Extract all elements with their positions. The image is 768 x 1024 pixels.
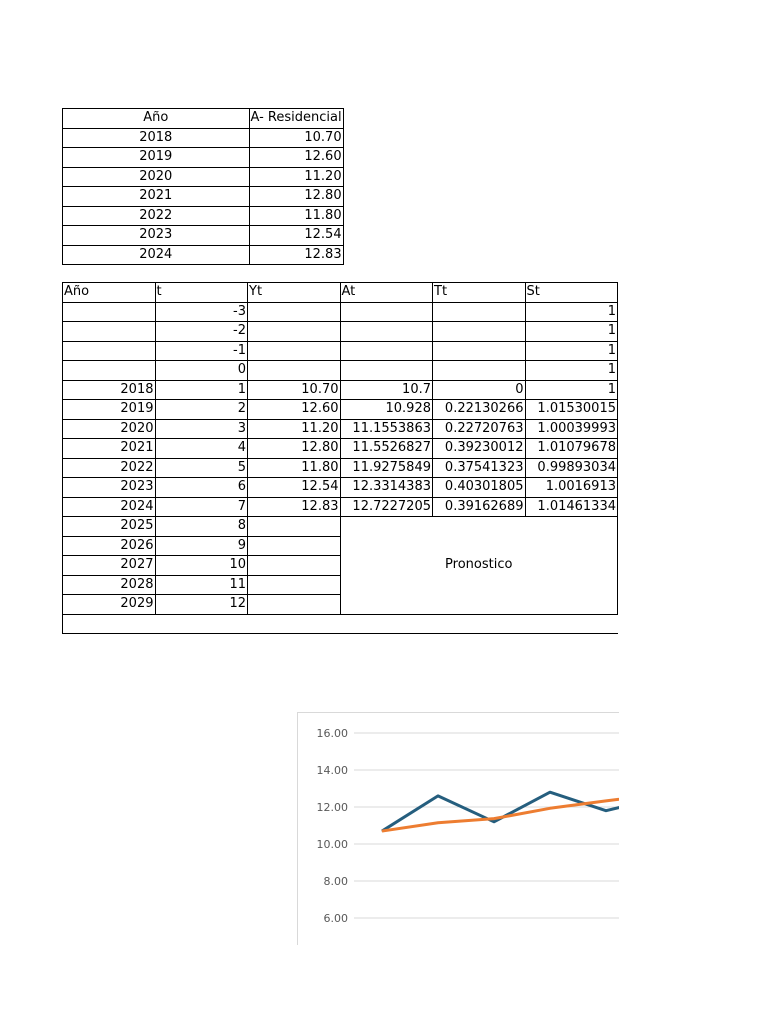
table-cell[interactable]: 10.928 bbox=[340, 400, 433, 420]
table-cell[interactable] bbox=[63, 322, 156, 342]
table-row bbox=[63, 206, 344, 226]
table-row bbox=[63, 439, 618, 459]
table-cell[interactable]: 12.3314383 bbox=[340, 478, 433, 498]
table-cell[interactable]: 3 bbox=[155, 419, 248, 439]
table-cell[interactable]: 12.83 bbox=[249, 245, 343, 265]
table-cell[interactable]: 11 bbox=[155, 575, 248, 595]
table-cell[interactable]: 11.20 bbox=[249, 167, 343, 187]
table-cell[interactable] bbox=[63, 361, 156, 381]
table-cell[interactable]: 10.70 bbox=[248, 380, 341, 400]
table-cell[interactable]: 2023 bbox=[63, 478, 156, 498]
table-cell[interactable]: 1.01530015 bbox=[525, 400, 618, 420]
table-cell[interactable]: 1 bbox=[525, 380, 618, 400]
table-row bbox=[63, 341, 618, 361]
table-row bbox=[63, 128, 344, 148]
table-cell[interactable]: 2023 bbox=[63, 226, 250, 246]
table-cell[interactable]: 2020 bbox=[63, 419, 156, 439]
table-cell[interactable]: 2 bbox=[155, 400, 248, 420]
table-cell[interactable]: -2 bbox=[155, 322, 248, 342]
y-tick-label: 6.00 bbox=[323, 912, 348, 925]
table-cell[interactable]: 0.37541323 bbox=[433, 458, 526, 478]
y-tick-label: 14.00 bbox=[316, 764, 348, 777]
table-cell[interactable]: 12 bbox=[155, 595, 248, 615]
table-row bbox=[63, 478, 618, 498]
table-cell[interactable]: 1 bbox=[525, 322, 618, 342]
header-cell[interactable]: Año bbox=[63, 283, 156, 303]
table-cell[interactable]: 12.54 bbox=[248, 478, 341, 498]
residential-table bbox=[62, 108, 344, 265]
data-point bbox=[438, 822, 439, 823]
table-cell[interactable]: 11.9275849 bbox=[340, 458, 433, 478]
table-cell[interactable]: 1.01461334 bbox=[525, 497, 618, 517]
table-cell[interactable] bbox=[63, 341, 156, 361]
table-cell[interactable]: 0.22130266 bbox=[433, 400, 526, 420]
table-cell[interactable] bbox=[248, 322, 341, 342]
table-cell[interactable]: -3 bbox=[155, 302, 248, 322]
table-cell[interactable]: 11.1553863 bbox=[340, 419, 433, 439]
table-cell[interactable]: 4 bbox=[155, 439, 248, 459]
table-cell[interactable]: 0 bbox=[155, 361, 248, 381]
table-cell[interactable]: 2018 bbox=[63, 128, 250, 148]
table-cell[interactable]: 12.60 bbox=[248, 400, 341, 420]
table-cell[interactable]: 1 bbox=[525, 302, 618, 322]
table-cell[interactable]: 2020 bbox=[63, 167, 250, 187]
table-cell[interactable] bbox=[340, 302, 433, 322]
table-cell[interactable]: 2022 bbox=[63, 206, 250, 226]
table-cell[interactable]: 12.60 bbox=[249, 148, 343, 168]
table-cell[interactable] bbox=[433, 322, 526, 342]
y-tick-label: 16.00 bbox=[316, 727, 348, 740]
table-cell[interactable]: 12.54 bbox=[249, 226, 343, 246]
table-row bbox=[63, 458, 618, 478]
table-row bbox=[63, 187, 344, 207]
data-point bbox=[606, 800, 607, 801]
line-chart bbox=[297, 712, 619, 945]
y-tick-label: 8.00 bbox=[323, 875, 348, 888]
table-cell[interactable]: 2021 bbox=[63, 439, 156, 459]
table-cell[interactable]: 2018 bbox=[63, 380, 156, 400]
table-cell[interactable]: 0.22720763 bbox=[433, 419, 526, 439]
header-cell[interactable]: St bbox=[525, 283, 618, 303]
table-cell[interactable]: 1.01079678 bbox=[525, 439, 618, 459]
table-cell[interactable] bbox=[248, 536, 341, 556]
table-cell[interactable] bbox=[433, 302, 526, 322]
table-cell[interactable]: 2027 bbox=[63, 556, 156, 576]
table-cell[interactable]: 8 bbox=[155, 517, 248, 537]
table-header-row bbox=[63, 283, 618, 303]
table-cell[interactable]: 2022 bbox=[63, 458, 156, 478]
table-cell[interactable]: 2024 bbox=[63, 497, 156, 517]
forecast-label: Pronostico bbox=[340, 517, 618, 615]
data-point bbox=[550, 792, 551, 793]
header-cell[interactable]: Tt bbox=[433, 283, 526, 303]
table-cell[interactable]: 12.83 bbox=[248, 497, 341, 517]
table-row bbox=[63, 497, 618, 517]
table-row bbox=[63, 167, 344, 187]
table-cell[interactable]: 1 bbox=[155, 380, 248, 400]
table-cell[interactable] bbox=[63, 302, 156, 322]
table-row bbox=[63, 361, 618, 381]
table-cell[interactable]: 12.80 bbox=[249, 187, 343, 207]
header-cell[interactable]: t bbox=[155, 283, 248, 303]
table-header-row bbox=[63, 109, 344, 129]
header-cell[interactable]: Yt bbox=[248, 283, 341, 303]
table-cell[interactable]: 11.80 bbox=[249, 206, 343, 226]
table-cell[interactable]: 10.7 bbox=[340, 380, 433, 400]
table-cell[interactable]: 0 bbox=[433, 380, 526, 400]
table-cell[interactable]: 1 bbox=[525, 361, 618, 381]
data-point bbox=[382, 831, 383, 832]
header-cell[interactable]: Año bbox=[63, 109, 250, 129]
forecast-row bbox=[63, 517, 618, 537]
table-cell[interactable]: 1.00039993 bbox=[525, 419, 618, 439]
table-cell[interactable]: 2026 bbox=[63, 536, 156, 556]
table-row bbox=[63, 400, 618, 420]
table-cell[interactable] bbox=[248, 575, 341, 595]
holt-winters-table bbox=[62, 282, 618, 634]
header-cell[interactable]: At bbox=[340, 283, 433, 303]
table-row bbox=[63, 419, 618, 439]
table-cell[interactable]: 2024 bbox=[63, 245, 250, 265]
y-tick-label: 12.00 bbox=[316, 801, 348, 814]
data-point bbox=[438, 795, 439, 796]
table-cell[interactable] bbox=[248, 302, 341, 322]
table-cell[interactable]: 0.39230012 bbox=[433, 439, 526, 459]
table-cell[interactable] bbox=[248, 361, 341, 381]
table-cell[interactable]: 5 bbox=[155, 458, 248, 478]
y-tick-label: 10.00 bbox=[316, 838, 348, 851]
chart-svg bbox=[298, 713, 619, 945]
table-cell[interactable]: 1.0016913 bbox=[525, 478, 618, 498]
table-cell[interactable]: 0.40301805 bbox=[433, 478, 526, 498]
table-row bbox=[63, 148, 344, 168]
table-cell[interactable]: 12.7227205 bbox=[340, 497, 433, 517]
table-cell[interactable]: -1 bbox=[155, 341, 248, 361]
table-cell[interactable] bbox=[433, 361, 526, 381]
table-cell[interactable]: 11.5526827 bbox=[340, 439, 433, 459]
table-cell[interactable]: 6 bbox=[155, 478, 248, 498]
table-cell[interactable]: 2028 bbox=[63, 575, 156, 595]
table-cell[interactable] bbox=[248, 556, 341, 576]
table-cell[interactable]: 7 bbox=[155, 497, 248, 517]
table-row bbox=[63, 380, 618, 400]
table-cell[interactable]: 11.80 bbox=[248, 458, 341, 478]
table-cell[interactable]: 10.70 bbox=[249, 128, 343, 148]
table-cell[interactable]: 2021 bbox=[63, 187, 250, 207]
table-cell[interactable] bbox=[340, 322, 433, 342]
table-cell[interactable] bbox=[248, 341, 341, 361]
table-cell[interactable]: 12.80 bbox=[248, 439, 341, 459]
table-row bbox=[63, 322, 618, 342]
table-cell[interactable] bbox=[248, 595, 341, 615]
table-cell[interactable]: 9 bbox=[155, 536, 248, 556]
data-point bbox=[494, 821, 495, 822]
table-cell[interactable] bbox=[340, 361, 433, 381]
data-point bbox=[550, 808, 551, 809]
table-row bbox=[63, 302, 618, 322]
table-cell[interactable]: 11.20 bbox=[248, 419, 341, 439]
table-cell[interactable] bbox=[340, 341, 433, 361]
table-cell[interactable]: 0.99893034 bbox=[525, 458, 618, 478]
table-cell[interactable]: 0.39162689 bbox=[433, 497, 526, 517]
table-cell[interactable]: 10 bbox=[155, 556, 248, 576]
header-cell[interactable]: A- Residencial bbox=[249, 109, 343, 129]
blank-row bbox=[63, 614, 618, 634]
table-cell[interactable] bbox=[248, 517, 341, 537]
table-row bbox=[63, 245, 344, 265]
table-cell[interactable]: 2019 bbox=[63, 400, 156, 420]
table-row bbox=[63, 226, 344, 246]
blank-cell[interactable] bbox=[63, 614, 618, 634]
data-point bbox=[494, 818, 495, 819]
table-cell[interactable]: 2019 bbox=[63, 148, 250, 168]
table-cell[interactable]: 1 bbox=[525, 341, 618, 361]
table-cell[interactable] bbox=[433, 341, 526, 361]
table-cell[interactable]: 2029 bbox=[63, 595, 156, 615]
data-point bbox=[606, 810, 607, 811]
table-cell[interactable]: 2025 bbox=[63, 517, 156, 537]
